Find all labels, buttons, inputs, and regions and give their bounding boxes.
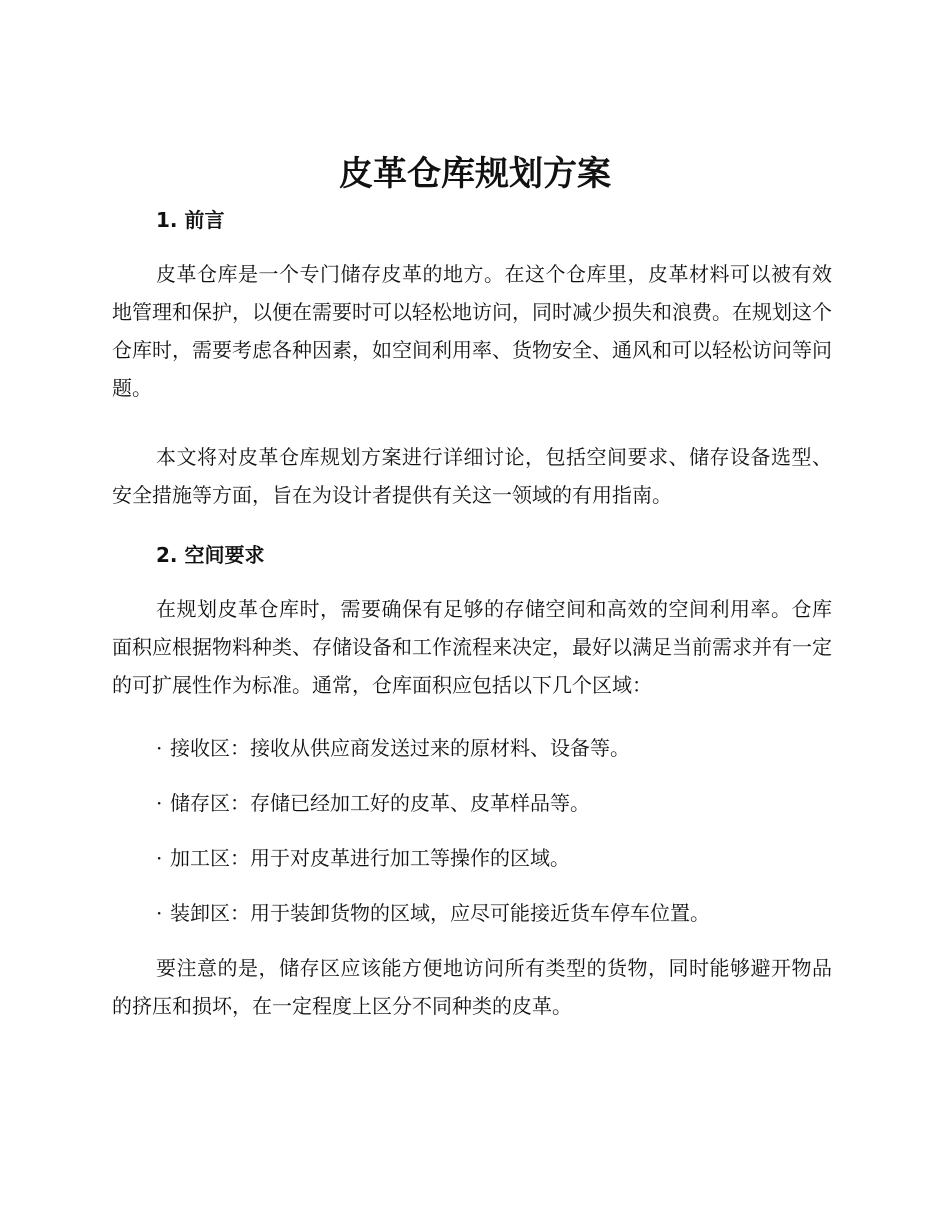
document-title: 皮革仓库规划方案 [339, 154, 611, 194]
bullet-marker: · [156, 901, 163, 925]
list-item [156, 734, 836, 762]
list-item-text: 加工区：用于对皮革进行加工等操作的区域。 [170, 846, 570, 870]
section-heading-space-requirements: 2. 空间要求 [156, 543, 265, 567]
list-item-text: 接收区：接收从供应商发送过来的原材料、设备等。 [170, 736, 630, 760]
list-item [156, 844, 836, 872]
paragraph-closing: 要注意的是，储存区应该能方便地访问所有类型的货物，同时能够避开物品的挤压和损坏，在一定程度上区分不同种类的皮革。 [112, 956, 832, 1018]
paragraph-space-requirements: 在规划皮革仓库时，需要确保有足够的存储空间和高效的空间利用率。仓库面积应根据物料种类、存储设备和工作流程来决定，最好以满足当前需求并有一定的可扩展性作为标准。通常，仓库面积应包括以下几个区域： [112, 597, 832, 697]
list-item-text: 储存区：存储已经加工好的皮革、皮革样品等。 [170, 791, 590, 815]
bullet-marker: · [156, 846, 163, 870]
paragraph-preface-1: 皮革仓库是一个专门储存皮革的地方。在这个仓库里，皮革材料可以被有效地管理和保护，以便在需要时可以轻松地访问，同时减少损失和浪费。在规划这个仓库时，需要考虑各种因素，如空间利用率、货物安全、通风和可以轻松访问等问题。 [112, 262, 832, 400]
list-item [156, 789, 836, 817]
bullet-marker: · [156, 791, 163, 815]
bullet-marker: · [156, 736, 163, 760]
paragraph-preface-2: 本文将对皮革仓库规划方案进行详细讨论，包括空间要求、储存设备选型、安全措施等方面，旨在为设计者提供有关这一领域的有用指南。 [112, 445, 832, 507]
section-heading-preface: 1. 前言 [156, 208, 225, 232]
list-item-text: 装卸区：用于装卸货物的区域，应尽可能接近货车停车位置。 [170, 901, 710, 925]
list-item [156, 899, 836, 927]
